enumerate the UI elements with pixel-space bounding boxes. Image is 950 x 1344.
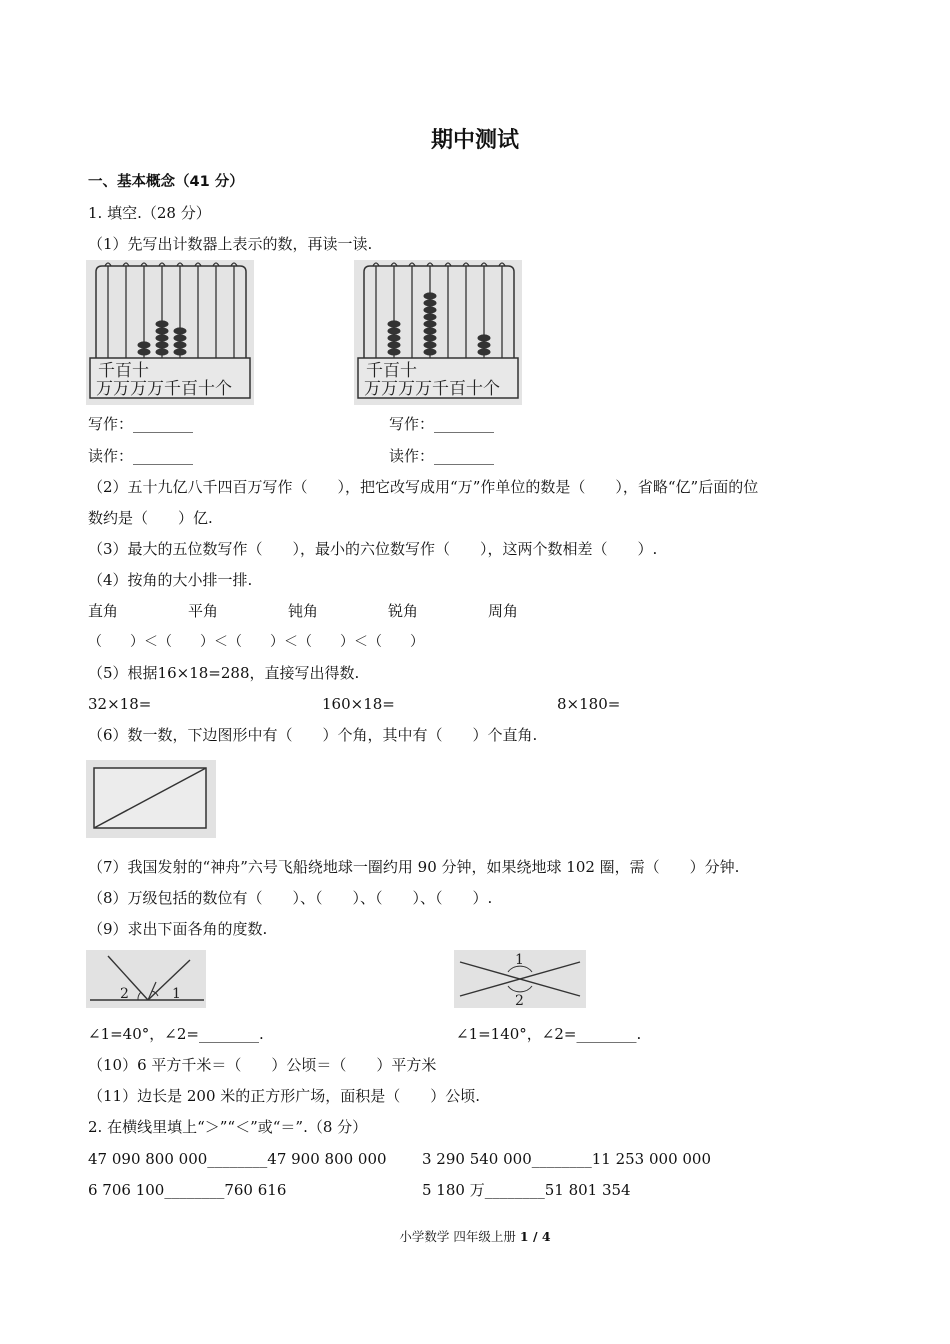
question-1-part-1: （1）先写出计数器上表示的数，再读一读. bbox=[88, 235, 373, 253]
intersecting-lines-drawing bbox=[454, 950, 586, 1008]
abacus-right-bead bbox=[478, 348, 491, 355]
section-heading-1: 一、基本概念（41 分） bbox=[88, 174, 244, 190]
write-answer-left[interactable]: 写作：________ bbox=[88, 415, 194, 433]
abacus-right-bead bbox=[424, 292, 437, 299]
abacus-right-bead bbox=[424, 313, 437, 320]
abacus-right-bead bbox=[388, 341, 401, 348]
angles-on-line-drawing bbox=[86, 950, 206, 1008]
calc-1[interactable]: 32×18= bbox=[88, 695, 152, 713]
angle-name-obtuse: 钝角 bbox=[288, 602, 319, 620]
abacus-right-bead bbox=[424, 320, 437, 327]
question-1-part-4: （4）按角的大小排一排. bbox=[88, 571, 253, 589]
abacus-left-bead bbox=[156, 334, 169, 341]
abacus-left-bead bbox=[156, 348, 169, 355]
question-1-part-6: （6）数一数，下边图形中有（ ）个角，其中有（ ）个直角. bbox=[88, 726, 538, 744]
abacus-left-bead bbox=[138, 341, 151, 348]
question-1-part-8: （8）万级包括的数位有（ ）、（ ）、（ ）、（ ）. bbox=[88, 889, 493, 907]
angle-name-full: 周角 bbox=[488, 602, 519, 620]
compare-row-1-left[interactable]: 47 090 800 000________47 900 800 000 bbox=[88, 1150, 387, 1168]
question-1-heading: 1. 填空.（28 分） bbox=[88, 204, 211, 222]
angle-answer-left[interactable]: ∠1=40°，∠2=________. bbox=[88, 1025, 264, 1043]
abacus-left-bead bbox=[156, 327, 169, 334]
abacus-left-drawing bbox=[86, 260, 254, 405]
page-footer bbox=[0, 1227, 950, 1247]
angle-name-acute: 锐角 bbox=[388, 602, 419, 620]
question-1-part-9: （9）求出下面各角的度数. bbox=[88, 920, 268, 938]
read-answer-right[interactable]: 读作：________ bbox=[389, 447, 495, 465]
abacus-left-bead bbox=[138, 348, 151, 355]
abacus-left-bead bbox=[156, 320, 169, 327]
abacus-left-label-top: 千百十 bbox=[98, 361, 149, 381]
angle-name-right: 直角 bbox=[88, 602, 119, 620]
abacus-right-bead bbox=[388, 320, 401, 327]
footer-text: 小学数学 四年级上册 bbox=[399, 1229, 516, 1244]
read-answer-left[interactable]: 读作：________ bbox=[88, 447, 194, 465]
abacus-left-bead bbox=[174, 341, 187, 348]
write-answer-right[interactable]: 写作：________ bbox=[389, 415, 495, 433]
fig9-right-label-2: 2 bbox=[515, 993, 524, 1008]
question-1-part-2-line-2: 数约是（ ）亿. bbox=[88, 509, 213, 527]
abacus-right-label-bottom: 万万万万千百十个 bbox=[364, 379, 500, 399]
abacus-right-figure bbox=[354, 260, 522, 405]
abacus-left-label-bottom: 万万万万千百十个 bbox=[96, 379, 232, 399]
abacus-right-bead bbox=[424, 341, 437, 348]
abacus-left-bead bbox=[156, 341, 169, 348]
abacus-left-figure bbox=[86, 260, 254, 405]
fig9-right-label-1: 1 bbox=[515, 952, 524, 968]
question-2-heading: 2. 在横线里填上“＞”“＜”或“＝”.（8 分） bbox=[88, 1118, 368, 1136]
abacus-right-bead bbox=[424, 327, 437, 334]
rectangle-diagonal-figure bbox=[86, 760, 216, 838]
question-1-part-3: （3）最大的五位数写作（ ），最小的六位数写作（ ），这两个数相差（ ）. bbox=[88, 540, 658, 558]
angles-on-line-figure bbox=[86, 950, 206, 1008]
compare-row-1-right[interactable]: 3 290 540 000________11 253 000 000 bbox=[422, 1150, 712, 1168]
abacus-right-bead bbox=[424, 348, 437, 355]
question-1-part-7: （7）我国发射的“神舟”六号飞船绕地球一圈约用 90 分钟，如果绕地球 102 圈，需（ ）分钟. bbox=[88, 858, 740, 876]
page-number: 1 / 4 bbox=[519, 1229, 551, 1244]
abacus-right-label-top: 千百十 bbox=[366, 361, 417, 381]
question-1-part-2-line-1: （2）五十九亿八千四百万写作（ ），把它改写成用“万”作单位的数是（ ），省略“亿”后面的位 bbox=[88, 478, 759, 496]
abacus-right-bead bbox=[388, 348, 401, 355]
fig9-left-label-2: 2 bbox=[120, 986, 129, 1002]
abacus-right-bead bbox=[424, 334, 437, 341]
abacus-right-bead bbox=[388, 327, 401, 334]
abacus-right-bead bbox=[478, 334, 491, 341]
question-1-part-10: （10）6 平方千米＝（ ）公顷＝（ ）平方米 bbox=[88, 1056, 437, 1074]
abacus-right-bead bbox=[388, 334, 401, 341]
page-title: 期中测试 bbox=[430, 128, 519, 153]
abacus-left-bead bbox=[174, 334, 187, 341]
abacus-right-drawing bbox=[354, 260, 522, 405]
abacus-left-bead bbox=[174, 348, 187, 355]
compare-row-2-right[interactable]: 5 180 万________51 801 354 bbox=[422, 1181, 631, 1199]
compare-row-2-left[interactable]: 6 706 100________760 616 bbox=[88, 1181, 287, 1199]
question-1-part-11: （11）边长是 200 米的正方形广场，面积是（ ）公顷. bbox=[88, 1087, 481, 1105]
abacus-right-bead bbox=[424, 306, 437, 313]
fig9-left-label-1: 1 bbox=[172, 986, 181, 1002]
question-1-part-5: （5）根据16×18=288，直接写出得数. bbox=[88, 664, 360, 682]
angle-name-straight: 平角 bbox=[188, 602, 219, 620]
calc-2[interactable]: 160×18= bbox=[322, 695, 395, 713]
angle-answer-right[interactable]: ∠1=140°，∠2=________. bbox=[456, 1025, 642, 1043]
angle-order-blanks[interactable]: （ ）＜（ ）＜（ ）＜（ ）＜（ ） bbox=[88, 634, 424, 650]
abacus-right-bead bbox=[478, 341, 491, 348]
calc-3[interactable]: 8×180= bbox=[557, 695, 621, 713]
intersecting-lines-figure bbox=[454, 950, 586, 1008]
abacus-right-bead bbox=[424, 299, 437, 306]
rectangle-diagonal-drawing bbox=[86, 760, 216, 838]
abacus-left-bead bbox=[174, 327, 187, 334]
